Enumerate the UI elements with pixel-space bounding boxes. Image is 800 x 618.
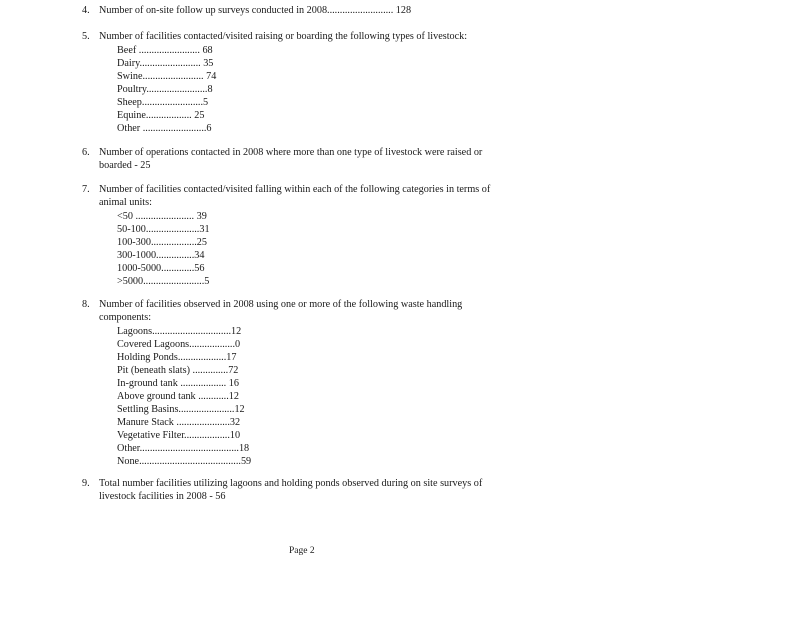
question-5-text: Number of facilities contacted/visited raising or boarding the following types of livestock:	[99, 31, 468, 42]
list-item: Settling Basins......................12	[117, 404, 245, 415]
list-item: None........................................59	[117, 456, 252, 467]
question-9-text	[99, 477, 542, 503]
livestock-type-list	[117, 44, 542, 135]
list-item: <50 ....................... 39	[117, 211, 207, 222]
list-item: Beef ........................ 68	[117, 45, 213, 56]
list-item: Swine........................ 74	[117, 71, 217, 82]
question-6	[82, 146, 542, 172]
list-item: Covered Lagoons..................0	[117, 339, 241, 350]
list-item: Poultry........................8	[117, 84, 213, 95]
list-item: 300-1000...............34	[117, 250, 205, 261]
list-item: 50-100.....................31	[117, 224, 210, 235]
question-9-line-2: livestock facilities in 2008 - 56	[99, 491, 226, 502]
list-item: Dairy........................ 35	[117, 58, 214, 69]
question-7-text	[99, 183, 542, 209]
question-4-text: Number of on-site follow up surveys conducted in 2008.......................... 128	[99, 5, 412, 16]
list-item: Sheep........................5	[117, 97, 209, 108]
question-9-number: 9.	[82, 478, 90, 489]
question-8-line-2: components:	[99, 312, 152, 323]
list-item: Equine.................. 25	[117, 110, 205, 121]
question-8-line-1: Number of facilities observed in 2008 using one or more of the following waste handling	[99, 299, 463, 310]
question-7-line-1: Number of facilities contacted/visited falling within each of the following categories in terms of	[99, 184, 491, 195]
list-item: Manure Stack .....................32	[117, 417, 241, 428]
list-item: Other.......................................18	[117, 443, 250, 454]
question-9-line-1: Total number facilities utilizing lagoons and holding ponds observed during on site surveys of	[99, 478, 483, 489]
waste-handling-component-list	[117, 325, 542, 468]
question-7-number: 7.	[82, 184, 90, 195]
question-6-line-1: Number of operations contacted in 2008 where more than one type of livestock were raised or	[99, 147, 483, 158]
question-5	[82, 30, 542, 135]
question-7-line-2: animal units:	[99, 197, 152, 208]
list-item: Above ground tank ............12	[117, 391, 239, 402]
question-8-text	[99, 298, 542, 324]
question-7	[82, 183, 542, 288]
list-item: Holding Ponds...................17	[117, 352, 237, 363]
list-item: >5000........................5	[117, 276, 210, 287]
question-4-number: 4.	[82, 5, 90, 16]
question-4	[82, 4, 542, 17]
list-item: Vegetative Filter..................10	[117, 430, 241, 441]
list-item: Lagoons...............................12	[117, 326, 242, 337]
list-item: 100-300..................25	[117, 237, 207, 248]
question-5-number: 5.	[82, 31, 90, 42]
animal-unit-category-list	[117, 210, 542, 288]
question-9	[82, 477, 542, 503]
question-8-number: 8.	[82, 299, 90, 310]
list-item: Pit (beneath slats) ..............72	[117, 365, 239, 376]
question-6-number: 6.	[82, 147, 90, 158]
list-item: In-ground tank .................. 16	[117, 378, 239, 389]
page-number: Page 2	[289, 546, 315, 556]
list-item: Other .........................6	[117, 123, 212, 134]
list-item: 1000-5000.............56	[117, 263, 205, 274]
question-6-text	[99, 146, 542, 172]
question-6-line-2: boarded - 25	[99, 160, 151, 171]
question-8	[82, 298, 542, 468]
